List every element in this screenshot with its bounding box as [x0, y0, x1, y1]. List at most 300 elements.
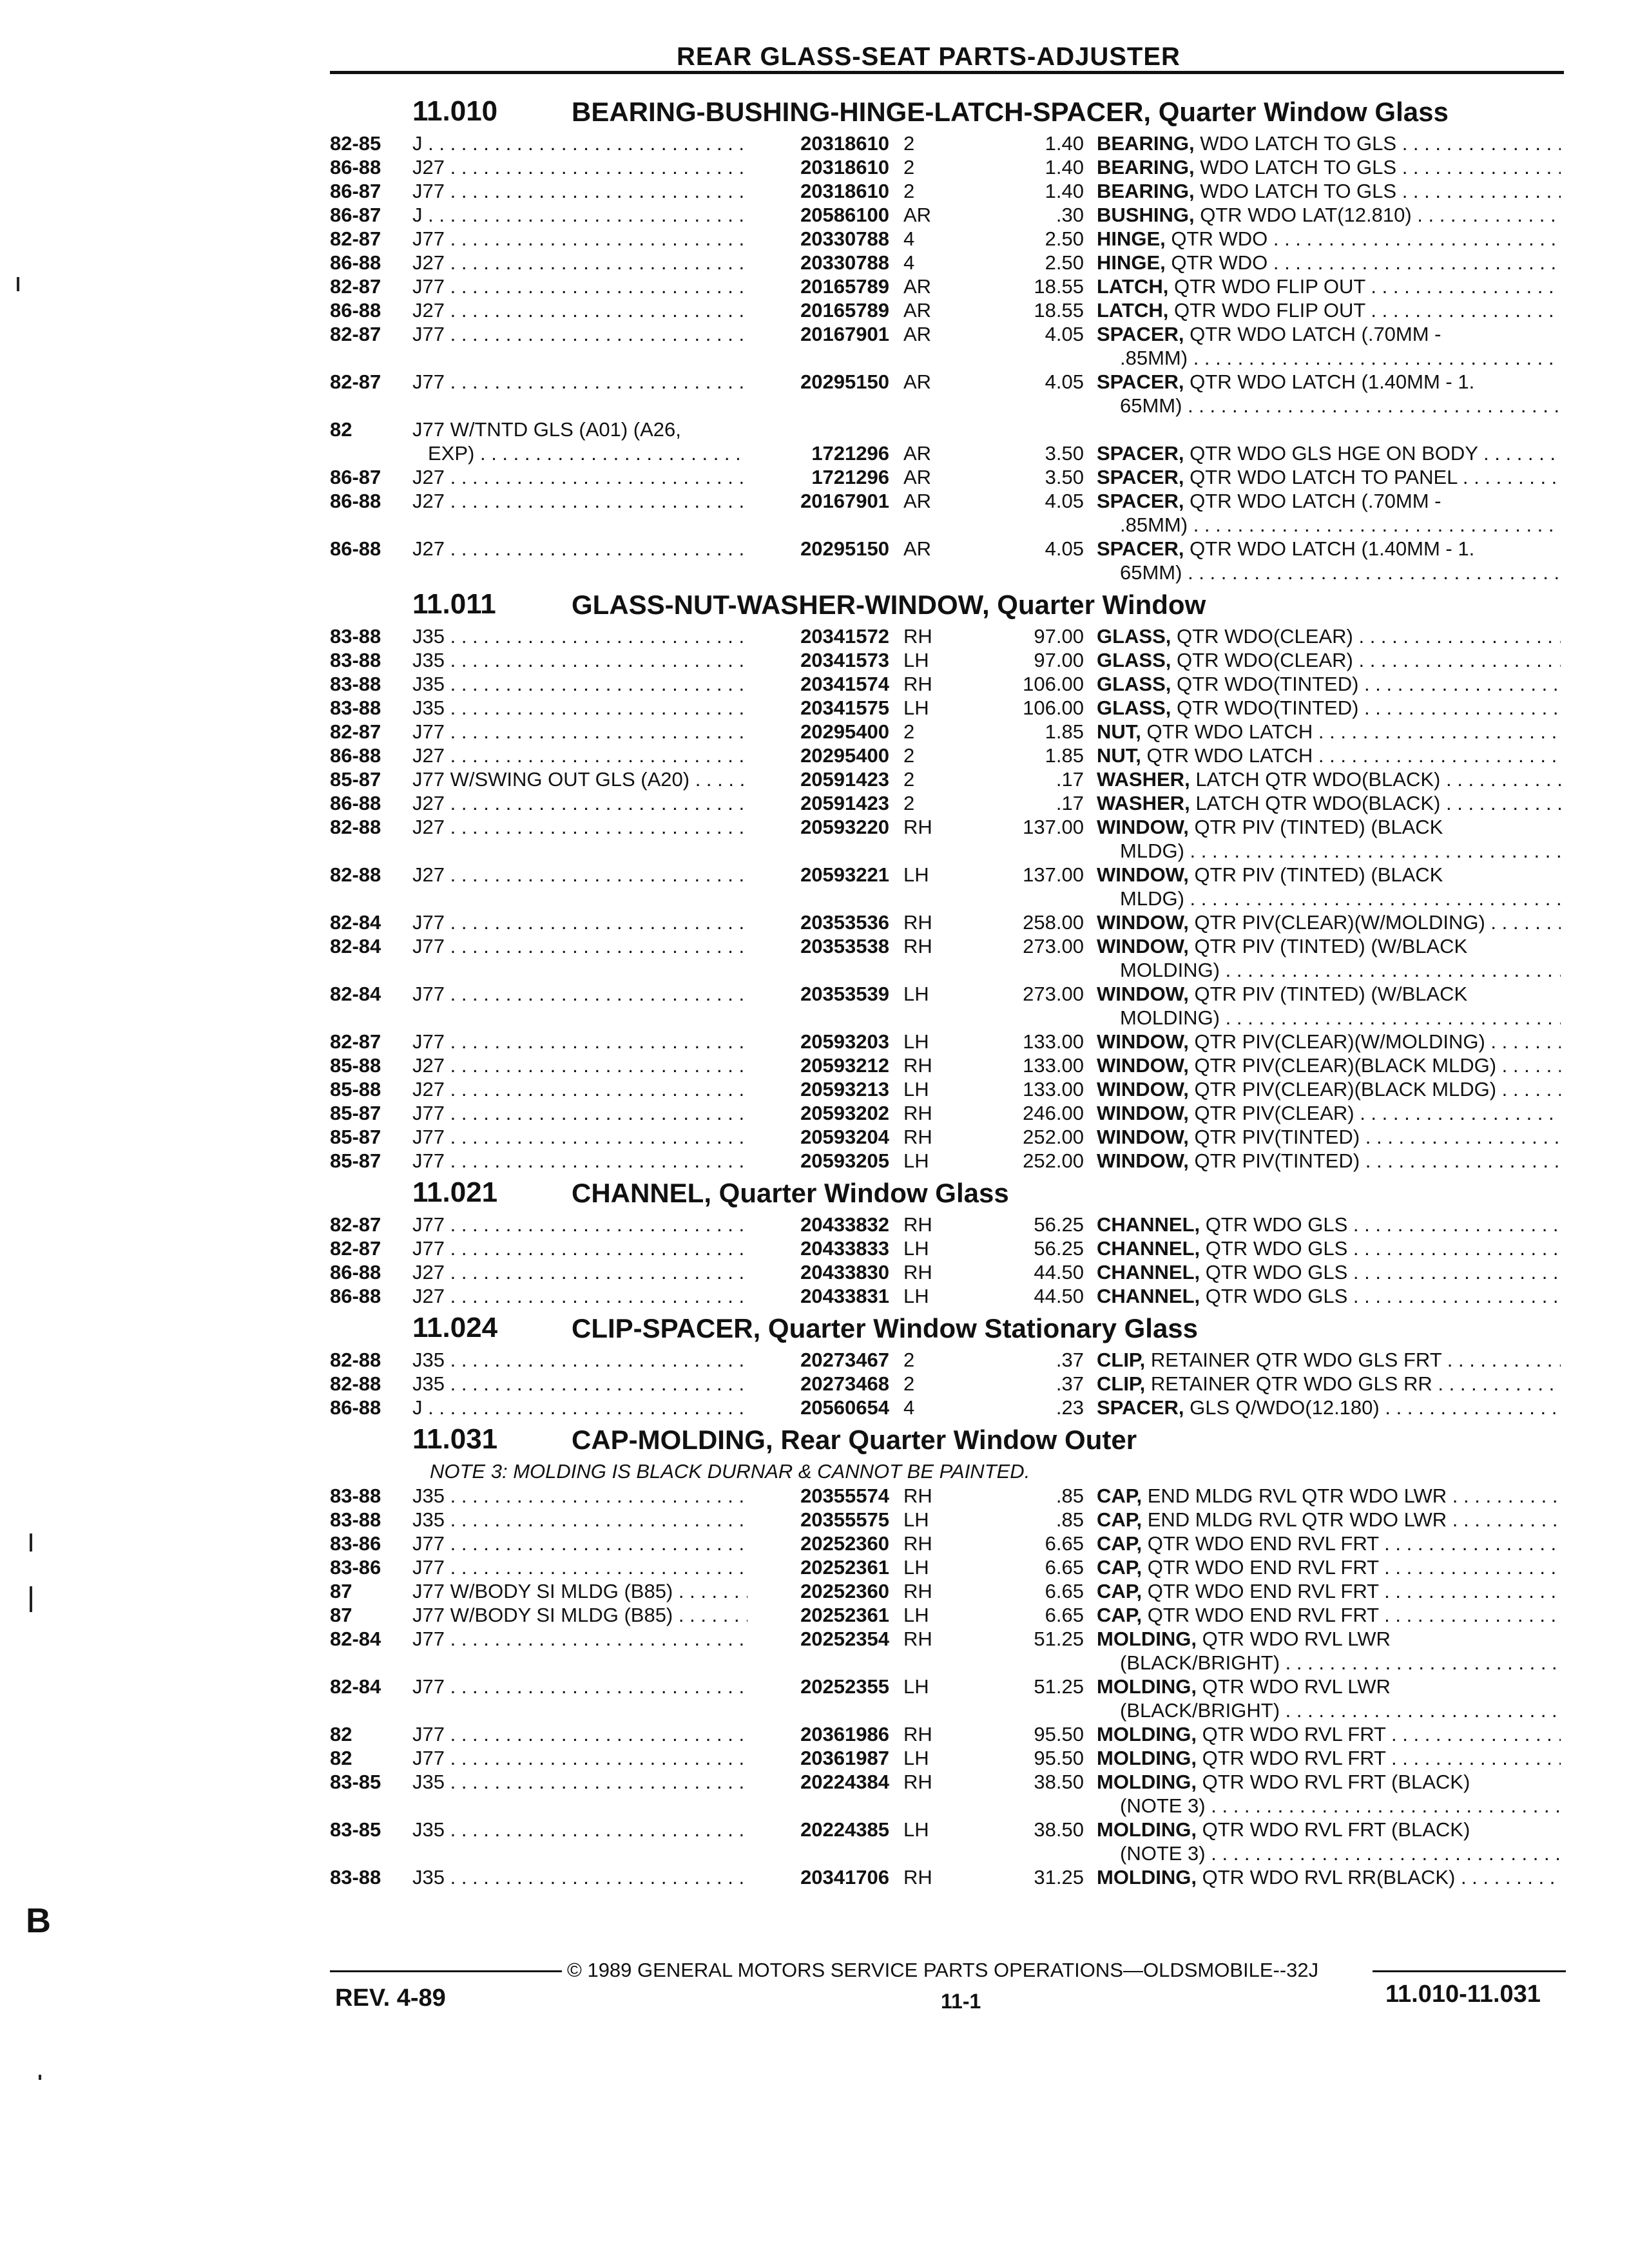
- table-row: [330, 934, 1567, 982]
- margin-mark: [30, 1533, 32, 1552]
- table-row: [330, 863, 1567, 910]
- description-text: QTR WDO FLIP OUT . . .: [1174, 299, 1561, 322]
- quantity: RH: [903, 816, 932, 838]
- quantity: RH: [903, 625, 932, 648]
- model-codes: [412, 815, 747, 839]
- margin-mark: [39, 2075, 41, 2080]
- model-code-text: J77 . . .: [412, 1723, 747, 1745]
- part-number: 20252360: [747, 1532, 889, 1555]
- part-description: [1097, 1508, 1561, 1532]
- part-description: [1097, 1532, 1561, 1555]
- quantity: 2: [903, 720, 915, 743]
- model-codes: [412, 863, 747, 887]
- model-years: 82-87: [330, 1237, 381, 1260]
- part-number: 20341574: [747, 672, 889, 696]
- quantity: AR: [903, 442, 932, 465]
- part-description: [1097, 1236, 1561, 1260]
- description-cont-text: MOLDING) . . .: [1120, 959, 1561, 981]
- part-name: WINDOW,: [1097, 1102, 1189, 1124]
- model-code-text: J77 . . .: [412, 1102, 747, 1124]
- part-description: [1097, 910, 1561, 934]
- part-name: GLASS,: [1097, 697, 1171, 719]
- table-row: [330, 1579, 1567, 1603]
- table-row: [330, 227, 1567, 251]
- table-row: [330, 465, 1567, 489]
- part-name: CHANNEL,: [1097, 1213, 1200, 1236]
- quantity: RH: [903, 911, 932, 934]
- price: .17: [1055, 768, 1084, 791]
- model-codes: [412, 179, 747, 203]
- description-cont-text: .85MM) . . .: [1120, 514, 1561, 536]
- model-years: 86-88: [330, 792, 381, 814]
- description-text: WDO LATCH TO GLS . . .: [1200, 156, 1561, 178]
- description-text: LATCH QTR WDO(BLACK) . . .: [1195, 792, 1561, 814]
- part-name: CHANNEL,: [1097, 1285, 1200, 1307]
- description-text: QTR PIV (TINTED) (W/BLACK: [1194, 935, 1468, 957]
- model-codes: [412, 696, 747, 720]
- part-description: [1097, 179, 1561, 203]
- model-code-text: J35 . . .: [412, 1485, 747, 1507]
- part-number: 20433831: [747, 1284, 889, 1308]
- model-years: 86-88: [330, 490, 381, 512]
- quantity: RH: [903, 1771, 932, 1793]
- price: 4.05: [1045, 537, 1084, 560]
- part-name: WINDOW,: [1097, 1030, 1189, 1053]
- model-code-text: J77 . . .: [412, 1149, 747, 1172]
- part-name: LATCH,: [1097, 275, 1169, 298]
- model-years: 82-88: [330, 1372, 381, 1395]
- part-description: [1097, 1348, 1561, 1372]
- price: 1.85: [1045, 744, 1084, 767]
- part-name: CLIP,: [1097, 1372, 1146, 1395]
- part-name: MOLDING,: [1097, 1771, 1197, 1793]
- description-cont-text: MOLDING) . . .: [1120, 1006, 1561, 1029]
- model-code-text: J77 . . .: [412, 323, 747, 345]
- part-name: CAP,: [1097, 1604, 1142, 1626]
- quantity: AR: [903, 370, 932, 393]
- part-description: [1097, 1603, 1561, 1627]
- description-text: QTR WDO RVL RR(BLACK) . . .: [1202, 1866, 1561, 1888]
- price: 3.50: [1045, 442, 1084, 465]
- model-codes: [412, 418, 747, 465]
- part-description: [1097, 696, 1561, 720]
- model-years: 82-87: [330, 275, 381, 298]
- model-codes: [412, 982, 747, 1006]
- part-description: [1097, 982, 1561, 1030]
- quantity: AR: [903, 323, 932, 345]
- model-codes: [412, 1077, 747, 1101]
- part-number: 20295400: [747, 720, 889, 744]
- description-text: QTR PIV(CLEAR)(BLACK MLDG) . . .: [1195, 1054, 1561, 1077]
- part-number: 20586100: [747, 203, 889, 227]
- model-years: 86-88: [330, 1285, 381, 1307]
- quantity: 4: [903, 251, 915, 274]
- description-cont: [1097, 1794, 1561, 1818]
- part-number: 20593220: [747, 815, 889, 839]
- table-row: [330, 1484, 1567, 1508]
- part-description: [1097, 1149, 1561, 1173]
- description-text: QTR PIV (TINTED) (BLACK: [1194, 816, 1443, 838]
- part-description: [1097, 1053, 1561, 1077]
- description-text: QTR PIV(CLEAR)(BLACK MLDG) . . .: [1195, 1078, 1561, 1100]
- part-description: [1097, 744, 1561, 767]
- table-row: [330, 982, 1567, 1030]
- part-name: WINDOW,: [1097, 1126, 1189, 1148]
- quantity: 2: [903, 768, 915, 791]
- quantity: RH: [903, 1054, 932, 1077]
- model-codes: [412, 1213, 747, 1236]
- description-text: QTR WDO GLS . . .: [1206, 1285, 1561, 1307]
- model-code-text: J77 . . .: [412, 1213, 747, 1236]
- table-row: [330, 624, 1567, 648]
- description-text: QTR WDO LATCH . . .: [1147, 744, 1561, 767]
- model-codes: [412, 910, 747, 934]
- part-number: 20273467: [747, 1348, 889, 1372]
- part-description: [1097, 1284, 1561, 1308]
- part-number: 20593205: [747, 1149, 889, 1173]
- quantity: RH: [903, 1723, 932, 1745]
- model-years: 86-88: [330, 1396, 381, 1419]
- part-description: [1097, 1484, 1561, 1508]
- table-row: [330, 1722, 1567, 1746]
- section-title-main: BEARING-BUSHING-HINGE-LATCH-SPACER,: [572, 97, 1152, 127]
- quantity: LH: [903, 983, 929, 1005]
- model-years: 82-87: [330, 323, 381, 345]
- model-years: 85-88: [330, 1078, 381, 1100]
- model-code-text: J27 . . .: [412, 251, 747, 274]
- part-description: [1097, 203, 1561, 227]
- part-description: [1097, 767, 1561, 791]
- model-code-text: J77 . . .: [412, 1126, 747, 1148]
- description-text: QTR PIV(CLEAR)(W/MOLDING) . . .: [1195, 1030, 1561, 1053]
- price: 133.00: [1023, 1030, 1084, 1053]
- price: 97.00: [1034, 649, 1084, 671]
- part-number: 20591423: [747, 767, 889, 791]
- part-description: [1097, 1722, 1561, 1746]
- part-description: [1097, 298, 1561, 322]
- part-number: 20593221: [747, 863, 889, 887]
- part-description: [1097, 251, 1561, 274]
- description-text: QTR WDO FLIP OUT . . .: [1174, 275, 1561, 298]
- part-number: 20433833: [747, 1236, 889, 1260]
- part-number: 20273468: [747, 1372, 889, 1396]
- description-cont: [1097, 346, 1561, 370]
- table-row: [330, 131, 1567, 155]
- model-codes: [412, 1555, 747, 1579]
- model-code-text: J27 . . .: [412, 1261, 747, 1283]
- description-text: QTR WDO END RVL FRT . . .: [1148, 1604, 1561, 1626]
- model-code-cont: [412, 441, 747, 465]
- section-number: 11.031: [412, 1423, 498, 1455]
- model-years: 83-86: [330, 1532, 381, 1555]
- model-codes: [412, 251, 747, 274]
- part-number: 1721296: [747, 465, 889, 489]
- model-code-text: J . . .: [412, 132, 747, 155]
- price: 6.65: [1045, 1580, 1084, 1602]
- part-number: 20433830: [747, 1260, 889, 1284]
- part-number: 20252355: [747, 1675, 889, 1698]
- part-name: MOLDING,: [1097, 1628, 1197, 1650]
- quantity: LH: [903, 1556, 929, 1579]
- price: 51.25: [1034, 1675, 1084, 1698]
- part-number: 20341575: [747, 696, 889, 720]
- table-row: [330, 1284, 1567, 1308]
- part-name: MOLDING,: [1097, 1866, 1197, 1888]
- quantity: AR: [903, 204, 932, 226]
- price: 1.40: [1045, 180, 1084, 202]
- quantity: RH: [903, 1628, 932, 1650]
- table-row: [330, 179, 1567, 203]
- quantity: 4: [903, 227, 915, 250]
- part-number: 20330788: [747, 227, 889, 251]
- price: 38.50: [1034, 1818, 1084, 1841]
- price: 56.25: [1034, 1213, 1084, 1236]
- model-codes: [412, 1508, 747, 1532]
- price: 6.65: [1045, 1556, 1084, 1579]
- table-row: [330, 489, 1567, 537]
- part-number: 20560654: [747, 1396, 889, 1419]
- part-name: BEARING,: [1097, 156, 1195, 178]
- part-number: 20341573: [747, 648, 889, 672]
- part-description: [1097, 1101, 1561, 1125]
- section-number: 11.011: [412, 588, 496, 620]
- part-name: WASHER,: [1097, 768, 1190, 791]
- price: 2.50: [1045, 227, 1084, 250]
- model-years: 83-85: [330, 1818, 381, 1841]
- part-name: MOLDING,: [1097, 1818, 1197, 1841]
- model-years: 86-88: [330, 251, 381, 274]
- description-cont-text: 65MM) . . .: [1120, 561, 1561, 584]
- model-years: 85-87: [330, 1149, 381, 1172]
- part-description: [1097, 1555, 1561, 1579]
- model-codes: [412, 1675, 747, 1698]
- quantity: AR: [903, 537, 932, 560]
- part-description: [1097, 131, 1561, 155]
- model-years: 82-88: [330, 1349, 381, 1371]
- description-cont-text: 65MM) . . .: [1120, 394, 1561, 417]
- price: 133.00: [1023, 1054, 1084, 1077]
- model-code-text: J77 . . .: [412, 983, 747, 1005]
- model-codes: [412, 1284, 747, 1308]
- description-text: QTR WDO(TINTED) . . .: [1177, 673, 1561, 695]
- model-code-text: J77 . . .: [412, 1628, 747, 1650]
- price: .17: [1055, 792, 1084, 814]
- model-code-text: J27 . . .: [412, 1285, 747, 1307]
- price: 18.55: [1034, 275, 1084, 298]
- part-number: 20355574: [747, 1484, 889, 1508]
- model-years: 82-84: [330, 911, 381, 934]
- part-description: [1097, 370, 1561, 418]
- model-codes: [412, 767, 747, 791]
- description-cont: [1097, 1698, 1561, 1722]
- part-number: 20593204: [747, 1125, 889, 1149]
- model-years: 82-84: [330, 935, 381, 957]
- part-name: SPACER,: [1097, 442, 1184, 465]
- table-row: [330, 418, 1567, 465]
- model-codes: [412, 322, 747, 346]
- part-name: WASHER,: [1097, 792, 1190, 814]
- model-years: 86-88: [330, 1261, 381, 1283]
- model-years: 86-88: [330, 156, 381, 178]
- price: 4.05: [1045, 323, 1084, 345]
- part-name: NUT,: [1097, 720, 1141, 743]
- margin-mark: [17, 277, 19, 291]
- model-codes: [412, 1579, 747, 1603]
- section-title: [572, 97, 1449, 128]
- part-name: NUT,: [1097, 744, 1141, 767]
- part-name: LATCH,: [1097, 299, 1169, 322]
- price: 4.05: [1045, 370, 1084, 393]
- model-codes: [412, 1627, 747, 1651]
- section-title: [572, 1425, 1137, 1456]
- table-row: [330, 155, 1567, 179]
- part-description: [1097, 465, 1561, 489]
- price: 246.00: [1023, 1102, 1084, 1124]
- model-code-text: J35 . . .: [412, 1372, 747, 1395]
- description-text: QTR WDO(CLEAR) . . .: [1177, 649, 1561, 671]
- part-description: [1097, 1125, 1561, 1149]
- model-code-text: J27 . . .: [412, 299, 747, 322]
- part-number: 20591423: [747, 791, 889, 815]
- part-description: [1097, 720, 1561, 744]
- price: 1.85: [1045, 720, 1084, 743]
- model-code-text: J77 . . .: [412, 911, 747, 934]
- table-row: [330, 1236, 1567, 1260]
- quantity: 2: [903, 156, 915, 178]
- model-code-text: J77 . . .: [412, 227, 747, 250]
- model-codes: [412, 131, 747, 155]
- price: 4.05: [1045, 490, 1084, 512]
- part-description: [1097, 1260, 1561, 1284]
- model-codes: [412, 465, 747, 489]
- model-codes: [412, 274, 747, 298]
- footer-rule-left: [330, 1970, 562, 1972]
- model-code-text: J77 W/BODY SI MLDG (B85) . . .: [412, 1604, 747, 1626]
- part-name: WINDOW,: [1097, 983, 1189, 1005]
- model-years: 86-88: [330, 299, 381, 322]
- part-number: 20252361: [747, 1555, 889, 1579]
- model-code-text: J27 . . .: [412, 744, 747, 767]
- quantity: LH: [903, 1675, 929, 1698]
- model-code-text: J77 . . .: [412, 1030, 747, 1053]
- part-description: [1097, 227, 1561, 251]
- part-name: BUSHING,: [1097, 204, 1195, 226]
- footer-revision: REV. 4-89: [335, 1984, 446, 2012]
- part-description: [1097, 1213, 1561, 1236]
- model-code-text: J77 W/TNTD GLS (A01) (A26,: [412, 418, 681, 441]
- part-number: 20165789: [747, 274, 889, 298]
- quantity: RH: [903, 1102, 932, 1124]
- model-codes: [412, 203, 747, 227]
- price: .37: [1055, 1349, 1084, 1371]
- part-name: MOLDING,: [1097, 1723, 1197, 1745]
- part-name: WINDOW,: [1097, 935, 1189, 957]
- section-title: [572, 1313, 1198, 1344]
- model-years: 86-87: [330, 204, 381, 226]
- description-cont: [1097, 887, 1561, 910]
- model-codes: [412, 1770, 747, 1794]
- part-description: [1097, 672, 1561, 696]
- model-years: 86-87: [330, 466, 381, 488]
- part-name: WINDOW,: [1097, 1078, 1189, 1100]
- part-name: CHANNEL,: [1097, 1237, 1200, 1260]
- description-text: QTR WDO RVL FRT . . .: [1202, 1747, 1561, 1769]
- model-years: 82-85: [330, 132, 381, 155]
- description-text: QTR WDO LAT(12.810) . . .: [1200, 204, 1561, 226]
- quantity: 2: [903, 792, 915, 814]
- section-title-rest: Quarter Window Glass: [1158, 97, 1449, 127]
- section-title-rest: Quarter Window: [997, 590, 1206, 620]
- section-title-main: CLIP-SPACER,: [572, 1313, 761, 1343]
- part-number: 20224384: [747, 1770, 889, 1794]
- model-codes: [412, 1818, 747, 1841]
- description-cont-text: (NOTE 3) . . .: [1120, 1794, 1561, 1817]
- model-years: 82-84: [330, 983, 381, 1005]
- parts-section: [330, 584, 1567, 1173]
- model-code-text: J77 . . .: [412, 720, 747, 743]
- model-code-text: J77 . . .: [412, 1556, 747, 1579]
- model-code-text: J77 . . .: [412, 1532, 747, 1555]
- price: 18.55: [1034, 299, 1084, 322]
- table-row: [330, 1508, 1567, 1532]
- table-row: [330, 744, 1567, 767]
- footer-page-number: 11-1: [941, 1990, 981, 2013]
- model-codes: [412, 155, 747, 179]
- model-codes: [412, 298, 747, 322]
- part-name: WINDOW,: [1097, 911, 1189, 934]
- model-code-text: J27 . . .: [412, 816, 747, 838]
- part-name: SPACER,: [1097, 370, 1184, 393]
- section-title-main: CHANNEL,: [572, 1178, 711, 1208]
- table-row: [330, 696, 1567, 720]
- part-name: CAP,: [1097, 1556, 1142, 1579]
- description-text: LATCH QTR WDO(BLACK) . . .: [1195, 768, 1561, 791]
- price: 273.00: [1023, 935, 1084, 957]
- part-name: MOLDING,: [1097, 1675, 1197, 1698]
- model-years: 82-87: [330, 1213, 381, 1236]
- part-number: 20433832: [747, 1213, 889, 1236]
- quantity: AR: [903, 466, 932, 488]
- model-code-text: J35 . . .: [412, 1818, 747, 1841]
- model-years: 83-88: [330, 649, 381, 671]
- part-name: HINGE,: [1097, 227, 1166, 250]
- footer-rule-right: [1373, 1970, 1566, 1972]
- table-row: [330, 648, 1567, 672]
- description-cont-text: (NOTE 3) . . .: [1120, 1842, 1561, 1865]
- margin-letter: B: [26, 1901, 51, 1940]
- model-years: 83-88: [330, 1508, 381, 1531]
- price: 6.65: [1045, 1604, 1084, 1626]
- table-row: [330, 537, 1567, 584]
- section-heading: [330, 91, 1567, 131]
- quantity: LH: [903, 1030, 929, 1053]
- quantity: 2: [903, 132, 915, 155]
- model-code-text: J27 . . .: [412, 792, 747, 814]
- model-code-text: J77 W/BODY SI MLDG (B85) . . .: [412, 1580, 747, 1602]
- table-row: [330, 672, 1567, 696]
- table-row: [330, 1627, 1567, 1675]
- part-name: WINDOW,: [1097, 816, 1189, 838]
- description-text: QTR WDO RVL FRT (BLACK): [1202, 1771, 1470, 1793]
- description-text: QTR WDO LATCH . . .: [1147, 720, 1561, 743]
- price: 44.50: [1034, 1261, 1084, 1283]
- table-row: [330, 815, 1567, 863]
- part-description: [1097, 624, 1561, 648]
- description-cont: [1097, 1006, 1561, 1030]
- table-row: [330, 1077, 1567, 1101]
- model-code-text: J27 . . .: [412, 1054, 747, 1077]
- price: 258.00: [1023, 911, 1084, 934]
